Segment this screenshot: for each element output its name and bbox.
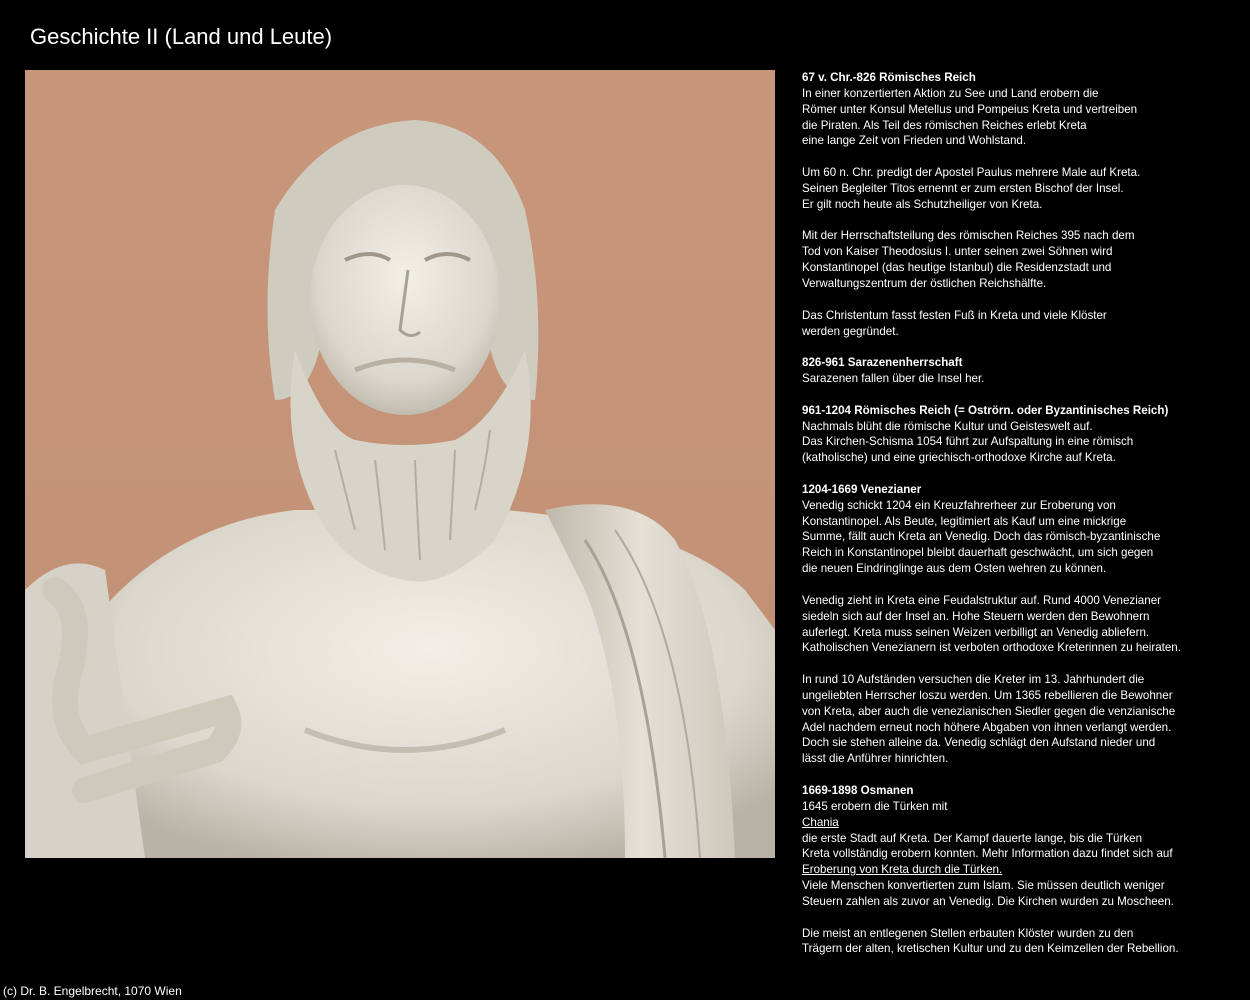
history-section (802, 593, 1232, 656)
history-section (802, 228, 1232, 291)
text-line: lässt die Anführer hinrichten. (802, 752, 949, 766)
history-section (802, 70, 1232, 149)
section-heading: 961-1204 Römisches Reich (= Oströrn. oder Byzantinisches Reich) (802, 403, 1169, 417)
text-line: Verwaltungszentrum der östlichen Reichshälfte. (802, 276, 1047, 290)
text-line: Trägern der alten, kretischen Kultur und zu den Keimzellen der Rebellion. (802, 942, 1179, 956)
text-line: (katholische) und eine griechisch-orthodoxe Kirche auf Kreta. (802, 451, 1116, 465)
text-line: Steuern zahlen als zuvor an Venedig. Die Kirchen wurden zu Moscheen. (802, 894, 1174, 908)
text-line: Summe, fällt auch Kreta an Venedig. Doch das römisch-byzantinische (802, 530, 1161, 544)
text-line: werden gegründet. (802, 324, 899, 338)
text-line: In einer konzertierten Aktion zu See und Land erobern die (802, 86, 1099, 100)
text-line: eine lange Zeit von Frieden und Wohlstand. (802, 134, 1027, 148)
history-section (802, 403, 1232, 466)
text-line: Konstantinopel. Als Beute, legitimiert als Kauf um eine mickrige (802, 514, 1127, 528)
text-line: ungeliebten Herrscher loszu werden. Um 1365 rebellieren die Bewohner (802, 688, 1173, 702)
text-line: Das Kirchen-Schisma 1054 führt zur Aufspaltung in eine römisch (802, 435, 1134, 449)
section-heading: 826-961 Sarazenenherrschaft (802, 356, 963, 370)
text-line: Seinen Begleiter Titos ernennt er zum ersten Bischof der Insel. (802, 181, 1124, 195)
copyright-notice: (c) Dr. B. Engelbrecht, 1070 Wien (3, 984, 182, 998)
text-line: Sarazenen fallen über die Insel her. (802, 372, 985, 386)
text-line: Katholischen Venezianern ist verboten orthodoxe Kreterinnen zu heiraten. (802, 641, 1181, 655)
text-line: In rund 10 Aufständen versuchen die Kreter im 13. Jahrhundert die (802, 673, 1145, 687)
text-line: Viele Menschen konvertierten zum Islam. Sie müssen deutlich weniger (802, 879, 1165, 893)
text-line: Mit der Herrschaftsteilung des römischen Reiches 395 nach dem (802, 229, 1135, 243)
text-line: die Piraten. Als Teil des römischen Reiches erlebt Kreta (802, 118, 1087, 132)
text-line: Konstantinopel (das heutige Istanbul) die Residenzstadt und (802, 261, 1112, 275)
history-section (802, 783, 1232, 910)
history-section (802, 926, 1232, 958)
text-line: Adel nachdem erneut noch höhere Abgaben von ihnen verlangt werden. (802, 720, 1172, 734)
page-title: Geschichte II (Land und Leute) (30, 24, 333, 49)
text-line: die neuen Eindringlinge aus dem Osten wehren zu können. (802, 562, 1107, 576)
history-section (802, 672, 1232, 767)
text-line: Doch sie stehen alleine da. Venedig schlägt den Aufstand nieder und (802, 736, 1156, 750)
text-line: Er gilt noch heute als Schutzheiliger von Kreta. (802, 197, 1043, 211)
text-line: Das Christentum fasst festen Fuß in Kreta und viele Klöster (802, 308, 1107, 322)
history-section (802, 165, 1232, 213)
text-line: Venedig schickt 1204 ein Kreuzfahrerheer zur Eroberung von (802, 498, 1116, 512)
text-line: siedeln sich auf der Insel an. Hohe Steuern werden den Bewohnern (802, 609, 1150, 623)
text-line: Die meist an entlegenen Stellen erbauten Klöster wurden zu den (802, 926, 1134, 940)
history-text (802, 70, 1232, 973)
history-section (802, 308, 1232, 340)
text-line: die erste Stadt auf Kreta. Der Kampf dauerte lange, bis die Türken (802, 831, 1143, 845)
text-line: Reich in Konstantinopel bleibt dauerhaft geschwächt, um sich gegen (802, 546, 1154, 560)
history-section (802, 355, 1232, 387)
text-line: Römer unter Konsul Metellus und Pompeius Kreta und vertreiben (802, 102, 1138, 116)
text-line: Nachmals blüht die römische Kultur und Geisteswelt auf. (802, 419, 1093, 433)
history-section (802, 482, 1232, 577)
text-line: 1645 erobern die Türken mit (802, 799, 948, 813)
statue-photo (25, 70, 775, 858)
text-line: Kreta vollständig erobern konnten. Mehr Information dazu findet sich auf (802, 847, 1173, 861)
section-heading: 67 v. Chr.-826 Römisches Reich (802, 71, 976, 84)
text-line: Um 60 n. Chr. predigt der Apostel Paulus mehrere Male auf Kreta. (802, 166, 1141, 180)
text-link[interactable]: Eroberung von Kreta durch die Türken. (802, 863, 1003, 877)
text-line: von Kreta, aber auch die venezianischen Siedler gegen die venzianische (802, 704, 1176, 718)
text-link[interactable]: Chania (802, 815, 839, 829)
section-heading: 1204-1669 Venezianer (802, 482, 922, 496)
text-line: auferlegt. Kreta muss seinen Weizen verbilligt an Venedig abliefern. (802, 625, 1150, 639)
text-line: Venedig zieht in Kreta eine Feudalstruktur auf. Rund 4000 Venezianer (802, 593, 1162, 607)
section-heading: 1669-1898 Osmanen (802, 783, 914, 797)
text-line: Tod von Kaiser Theodosius I. unter seinen zwei Söhnen wird (802, 245, 1113, 259)
